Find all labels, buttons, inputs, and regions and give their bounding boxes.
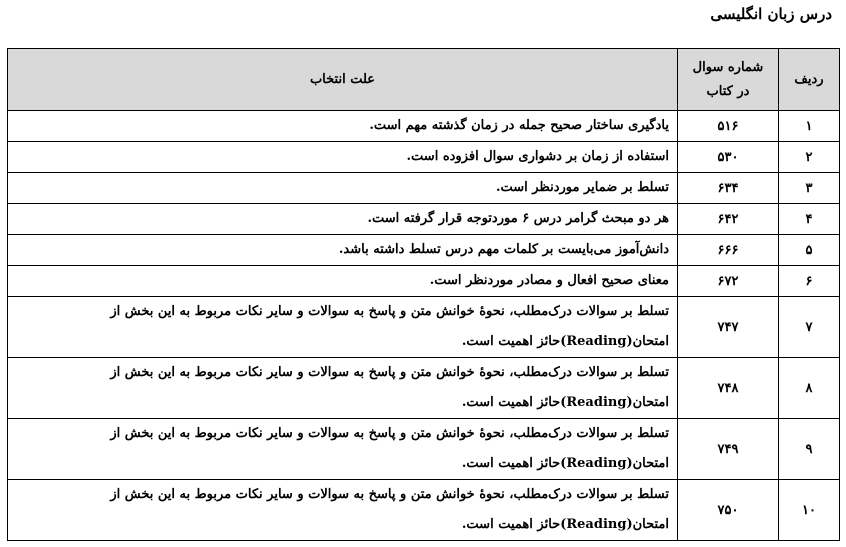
table-row — [8, 297, 840, 358]
cell-row-number: ۱۰ — [779, 480, 840, 541]
table-row — [8, 111, 840, 142]
cell-reason: تسلط بر سوالات درک‌مطلب، نحوهٔ خوانش متن و پاسخ به سوالات و سایر نکات مربوط به این بخش از امتحان(Reading)حائز اهمیت است. — [8, 358, 678, 419]
table-row — [8, 358, 840, 419]
header-reason: علت انتخاب — [8, 49, 678, 111]
cell-reason: هر دو مبحث گرامر درس ۶ موردتوجه قرار گرفته است. — [8, 204, 678, 235]
cell-question-number: ۷۵۰ — [678, 480, 779, 541]
header-row-number: ردیف — [779, 49, 840, 111]
cell-row-number: ۹ — [779, 419, 840, 480]
cell-reason: استفاده از زمان بر دشواری سوال افزوده است. — [8, 142, 678, 173]
header-question-number — [678, 49, 779, 111]
cell-row-number: ۵ — [779, 235, 840, 266]
cell-question-number: ۷۴۸ — [678, 358, 779, 419]
cell-reason: تسلط بر سوالات درک‌مطلب، نحوهٔ خوانش متن و پاسخ به سوالات و سایر نکات مربوط به این بخش از امتحان(Reading)حائز اهمیت است. — [8, 297, 678, 358]
table-row — [8, 204, 840, 235]
cell-row-number: ۷ — [779, 297, 840, 358]
cell-question-number: ۷۴۷ — [678, 297, 779, 358]
table-row — [8, 266, 840, 297]
table-row — [8, 142, 840, 173]
cell-reason: دانش‌آموز می‌بایست بر کلمات مهم درس تسلط داشته باشد. — [8, 235, 678, 266]
table-row — [8, 480, 840, 541]
cell-reason: تسلط بر سوالات درک‌مطلب، نحوهٔ خوانش متن و پاسخ به سوالات و سایر نکات مربوط به این بخش از امتحان(Reading)حائز اهمیت است. — [8, 480, 678, 541]
table-row — [8, 173, 840, 204]
cell-question-number: ۶۶۶ — [678, 235, 779, 266]
cell-row-number: ۴ — [779, 204, 840, 235]
cell-row-number: ۳ — [779, 173, 840, 204]
cell-reason: یادگیری ساختار صحیح جمله در زمان گذشته مهم است. — [8, 111, 678, 142]
cell-question-number: ۷۴۹ — [678, 419, 779, 480]
header-question-line1: شماره سوال — [692, 59, 764, 75]
cell-row-number: ۶ — [779, 266, 840, 297]
cell-reason: تسلط بر سوالات درک‌مطلب، نحوهٔ خوانش متن و پاسخ به سوالات و سایر نکات مربوط به این بخش از امتحان(Reading)حائز اهمیت است. — [8, 419, 678, 480]
cell-question-number: ۶۷۲ — [678, 266, 779, 297]
table-row — [8, 419, 840, 480]
cell-question-number: ۵۳۰ — [678, 142, 779, 173]
cell-question-number: ۶۴۲ — [678, 204, 779, 235]
cell-reason: معنای صحیح افعال و مصادر موردنظر است. — [8, 266, 678, 297]
table-row — [8, 235, 840, 266]
cell-reason: تسلط بر ضمایر موردنظر است. — [8, 173, 678, 204]
cell-question-number: ۶۳۴ — [678, 173, 779, 204]
header-question-line2: در کتاب — [706, 83, 750, 99]
cell-row-number: ۲ — [779, 142, 840, 173]
cell-row-number: ۸ — [779, 358, 840, 419]
cell-row-number: ۱ — [779, 111, 840, 142]
cell-question-number: ۵۱۶ — [678, 111, 779, 142]
table-header-row — [8, 49, 840, 111]
page-title: درس زبان انگلیسی — [710, 5, 832, 23]
reasons-table — [7, 48, 840, 541]
